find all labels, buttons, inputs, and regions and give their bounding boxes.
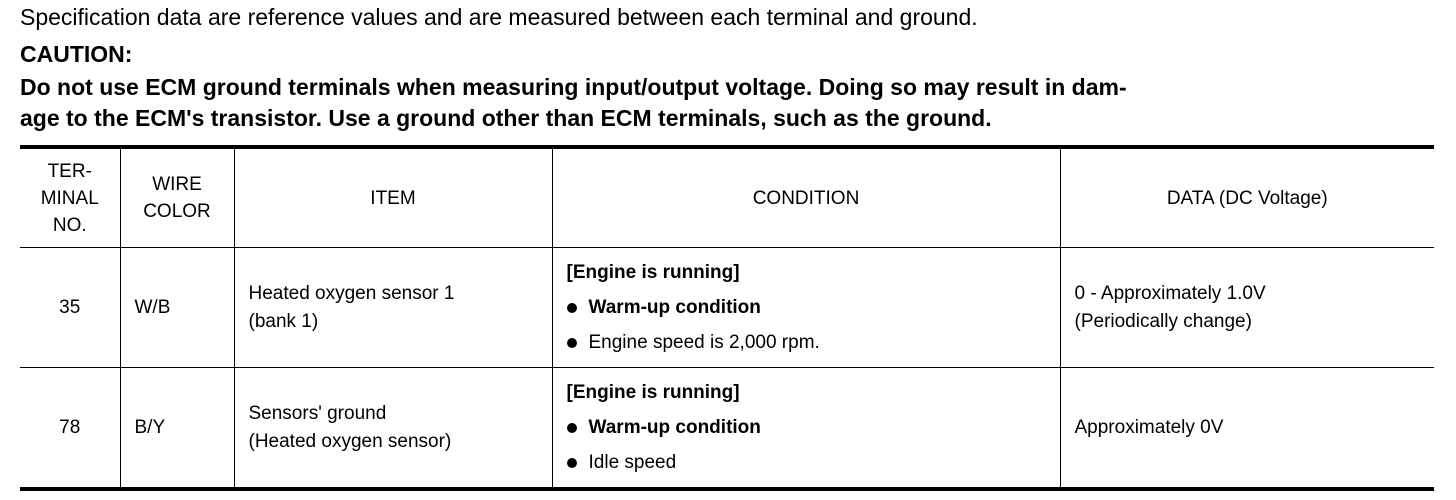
caution-line-2: age to the ECM's transistor. Use a ground other than ECM terminals, such as the ground.: [20, 105, 992, 131]
data-line-1: Approximately 0V: [1074, 416, 1224, 438]
table-row: [20, 368, 1434, 490]
condition-bullet: [567, 294, 1046, 322]
header-wire-line-1: WIRE: [152, 174, 202, 195]
data-line-2: (Periodically change): [1074, 310, 1252, 332]
table-header-row: [20, 147, 1434, 248]
condition-bullet-text: Warm-up condition: [588, 416, 761, 438]
condition-bullet: [567, 329, 1046, 357]
condition-cell: [552, 368, 1060, 490]
item-line-1: Heated oxygen sensor 1: [248, 282, 455, 304]
condition-heading: [Engine is running]: [566, 381, 740, 403]
condition-cell: [552, 248, 1060, 368]
header-wire-color: [120, 147, 234, 248]
header-terminal-line-3: NO.: [52, 214, 87, 236]
item-cell: [234, 368, 552, 490]
wire-color-cell: W/B: [120, 248, 234, 368]
condition-bullet-text: Warm-up condition: [588, 296, 761, 318]
bullet-icon: [567, 423, 577, 433]
header-terminal-line-1: TER-: [47, 160, 92, 182]
data-line-1: 0 - Approximately 1.0V: [1074, 282, 1266, 304]
terminal-spec-table: [20, 145, 1434, 491]
header-data: DATA (DC Voltage): [1060, 147, 1434, 248]
header-wire-line-2: COLOR: [143, 201, 211, 222]
terminal-cell: 35: [20, 248, 120, 368]
bullet-icon: [567, 303, 577, 313]
terminal-cell: 78: [20, 368, 120, 490]
header-terminal-line-2: MINAL: [40, 187, 99, 209]
caution-line-1: Do not use ECM ground terminals when measuring input/output voltage. Doing so may result in dam-: [20, 74, 1127, 100]
item-line-1: Sensors' ground: [248, 402, 387, 424]
header-item: ITEM: [234, 147, 552, 248]
header-terminal-no: [20, 147, 120, 248]
intro-text: Specification data are reference values and are measured between each terminal and ground.: [20, 4, 978, 30]
wire-color-cell: B/Y: [120, 368, 234, 490]
data-cell: [1060, 248, 1434, 368]
bullet-icon: [567, 338, 577, 348]
condition-bullet: [567, 414, 1046, 442]
table-row: [20, 248, 1434, 368]
condition-bullet-text: Engine speed is 2,000 rpm.: [588, 331, 820, 353]
caution-text: [20, 72, 1440, 134]
item-line-2: (bank 1): [248, 310, 319, 332]
header-condition: CONDITION: [552, 147, 1060, 248]
condition-heading: [Engine is running]: [566, 261, 740, 283]
condition-bullet: [567, 449, 1046, 477]
condition-bullet-text: Idle speed: [588, 451, 677, 473]
data-cell: [1060, 368, 1434, 490]
item-cell: [234, 248, 552, 368]
caution-title: CAUTION:: [20, 41, 133, 67]
item-line-2: (Heated oxygen sensor): [248, 430, 452, 452]
bullet-icon: [567, 458, 577, 468]
